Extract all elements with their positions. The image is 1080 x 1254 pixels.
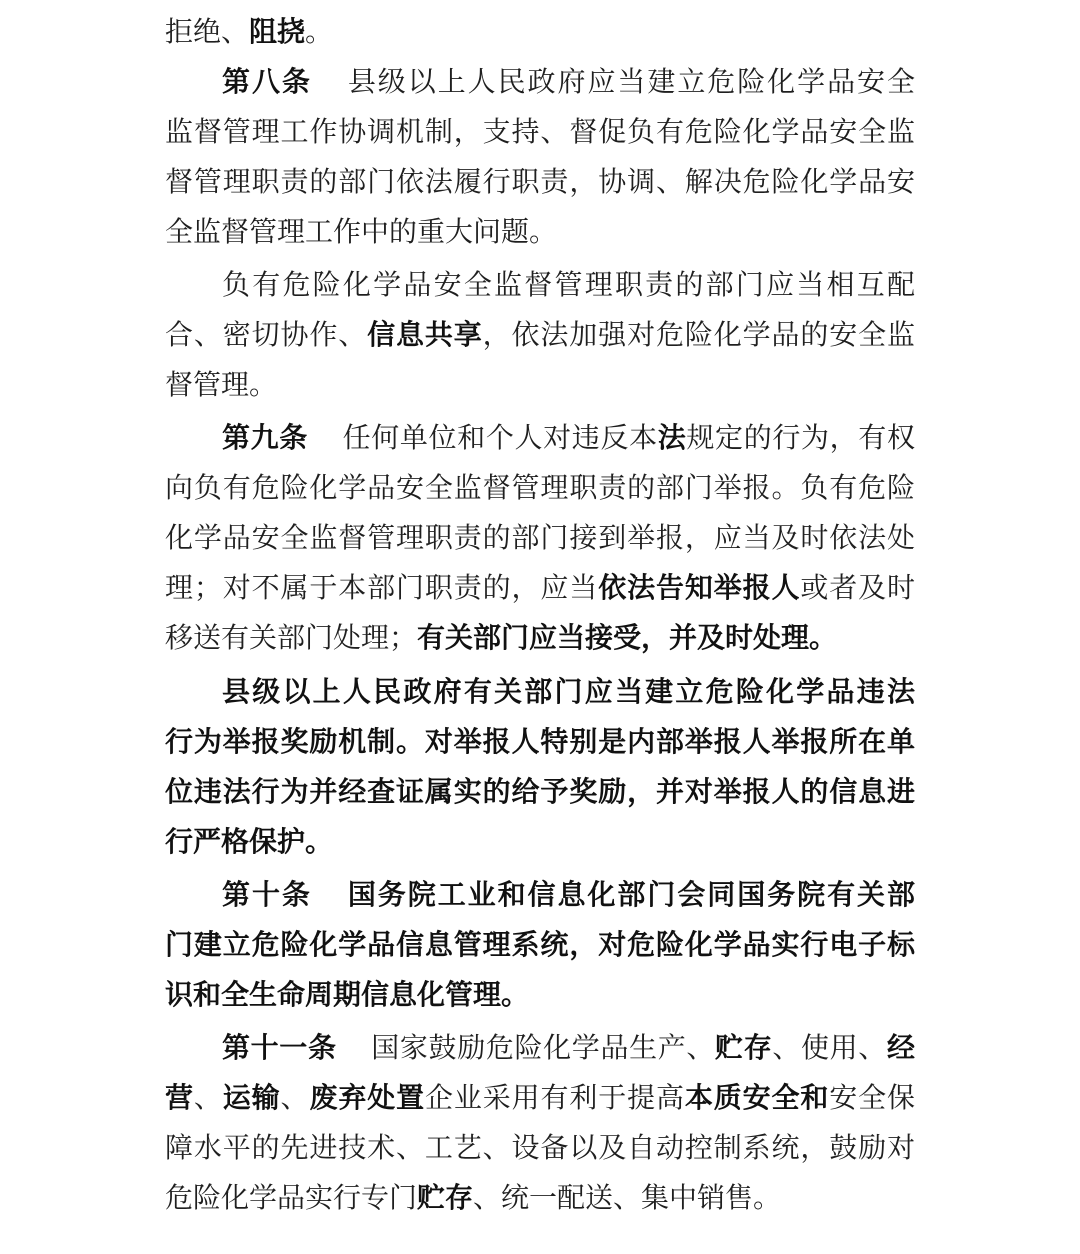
text-segment: 合、密切协作、 xyxy=(165,318,368,351)
text-segment: 、统一配送、集中销售。 xyxy=(473,1181,782,1214)
text-segment: 或者及时 xyxy=(800,571,915,604)
text-line xyxy=(165,1078,915,1118)
text-segment: 危险化学品实行专门 xyxy=(165,1181,418,1214)
bold-text-segment: 贮存 xyxy=(417,1181,474,1214)
bold-text-segment: 行严格保护。 xyxy=(165,825,334,858)
bold-text-segment: 第九条 xyxy=(222,421,308,454)
text-line xyxy=(165,722,915,762)
text-line xyxy=(165,12,333,52)
text-line xyxy=(165,468,915,508)
text-segment: 督管理。 xyxy=(165,368,278,401)
text-line xyxy=(165,1178,781,1218)
text-segment: 、 xyxy=(193,1081,223,1114)
text-segment: 拒绝、 xyxy=(165,15,250,48)
bold-text-segment: 国务院工业和信息化部门会同国务院有关部 xyxy=(345,878,915,911)
bold-text-segment: 第十一条 xyxy=(222,1031,337,1064)
text-line xyxy=(165,212,557,252)
bold-text-segment: 本质安全和 xyxy=(684,1081,830,1114)
text-line xyxy=(165,975,529,1015)
text-segment: 理；对不属于本部门职责的，应当 xyxy=(165,571,599,604)
text-segment: 任何单位和个人对违反本 xyxy=(341,421,658,454)
text-segment: 负有危险化学品安全监督管理职责的部门应当相互配 xyxy=(222,268,915,301)
bold-text-segment: 县级以上人民政府有关部门应当建立危险化学品违法 xyxy=(222,675,915,708)
text-line xyxy=(165,822,333,862)
text-segment: 县级以上人民政府应当建立危险化学品安全 xyxy=(345,65,915,98)
text-line xyxy=(165,1128,915,1168)
text-segment: 全监督管理工作中的重大问题。 xyxy=(165,215,558,248)
bold-text-segment: 第十条 xyxy=(222,878,312,911)
text-line xyxy=(165,112,915,152)
text-segment: 向负有危险化学品安全监督管理职责的部门举报。负有危险 xyxy=(165,471,915,504)
bold-text-segment: 门建立危险化学品信息管理系统，对危险化学品实行电子标 xyxy=(165,928,915,961)
bold-text-segment: 有关部门应当接受，并及时处理。 xyxy=(417,621,838,654)
text-line xyxy=(165,315,915,355)
bold-text-segment: 依法告知举报人 xyxy=(598,571,801,604)
text-segment: 规定的行为，有权 xyxy=(686,421,915,454)
bold-text-segment: 经 xyxy=(886,1031,915,1064)
text-segment: 、 xyxy=(280,1081,310,1114)
text-segment: 监督管理工作协调机制，支持、督促负有危险化学品安全监 xyxy=(165,115,915,148)
bold-text-segment: 营 xyxy=(165,1081,194,1114)
bold-text-segment: 贮存 xyxy=(715,1031,773,1064)
text-segment: 企业采用有利于提高 xyxy=(424,1081,685,1114)
text-segment: ，依法加强对危险化学品的安全监 xyxy=(482,318,915,351)
text-segment: 国家鼓励危险化学品生产、 xyxy=(370,1031,716,1064)
bold-text-segment: 识和全生命周期信息化管理。 xyxy=(165,978,530,1011)
text-line xyxy=(222,62,915,102)
text-segment: 化学品安全监督管理职责的部门接到举报，应当及时依法处 xyxy=(165,521,915,554)
text-line xyxy=(165,568,915,608)
bold-text-segment: 废弃处置 xyxy=(309,1081,425,1114)
bold-text-segment: 运输 xyxy=(222,1081,281,1114)
text-line xyxy=(222,418,915,458)
text-segment: 督管理职责的部门依法履行职责，协调、解决危险化学品安 xyxy=(165,165,915,198)
text-segment: 安全保 xyxy=(829,1081,915,1114)
bold-text-segment: 第八条 xyxy=(222,65,312,98)
text-segment: 移送有关部门处理； xyxy=(165,621,418,654)
bold-text-segment: 信息共享 xyxy=(367,318,483,351)
text-line xyxy=(165,162,915,202)
text-line xyxy=(222,1028,915,1068)
bold-text-segment: 阻挠 xyxy=(249,15,306,48)
text-line xyxy=(165,365,277,405)
text-line xyxy=(165,518,915,558)
text-line xyxy=(222,672,915,712)
text-line xyxy=(165,618,837,658)
text-segment: 。 xyxy=(305,15,334,48)
text-line xyxy=(222,265,915,305)
text-line xyxy=(165,772,915,812)
bold-text-segment: 法 xyxy=(657,421,687,454)
text-line xyxy=(165,925,915,965)
bold-text-segment: 行为举报奖励机制。对举报人特别是内部举报人举报所在单 xyxy=(165,725,915,758)
text-segment: 障水平的先进技术、工艺、设备以及自动控制系统，鼓励对 xyxy=(165,1131,915,1164)
text-line xyxy=(222,875,915,915)
text-segment: 、使用、 xyxy=(772,1031,887,1064)
bold-text-segment: 位违法行为并经查证属实的给予奖励，并对举报人的信息进 xyxy=(165,775,915,808)
